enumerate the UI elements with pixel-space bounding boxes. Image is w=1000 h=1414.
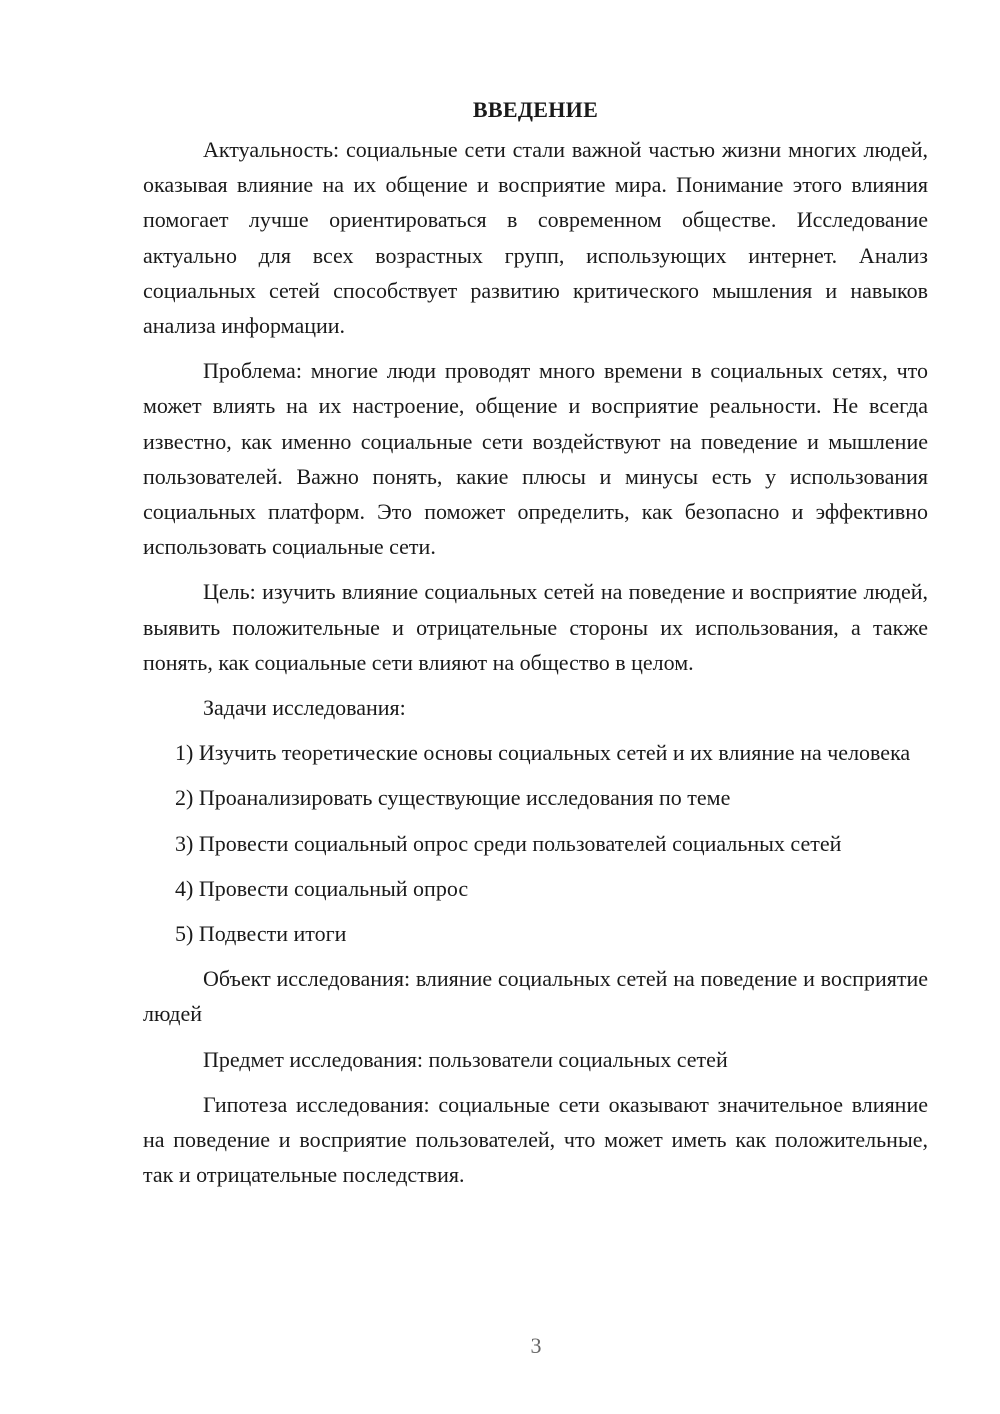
paragraph-problem: Проблема: многие люди проводят много времени в социальных сетях, что может влиять на их настроение, общение и восприятие реальности. Не всегда известно, как именно социальные сети воздействуют на поведение и мышление пользователей. Важно понять, какие плюсы и минусы есть у использования социальных платформ. Это поможет определить, как безопасно и эффективно использовать социальные сети.: [143, 358, 928, 560]
page-title: ВВЕДЕНИЕ: [472, 97, 599, 122]
task-item-3: 3) Провести социальный опрос среди пользователей социальных сетей: [175, 830, 842, 856]
task-item-2: 2) Проанализировать существующие исследования по теме: [175, 785, 731, 811]
task-item-1: 1) Изучить теоретические основы социальных сетей и их влияние на человека: [175, 740, 911, 766]
paragraph-relevance: Актуальность: социальные сети стали важной частью жизни многих людей, оказывая влияние на их общение и восприятие мира. Понимание этого влияния помогает лучше ориентироваться в современном обществе. Исследование актуально для всех возрастных групп, использующих интернет. Анализ социальных сетей способствует развитию критического мышления и навыков анализа информации.: [143, 137, 928, 339]
task-item-4: 4) Провести социальный опрос: [175, 875, 469, 901]
task-item-5: 5) Подвести итоги: [175, 921, 347, 947]
paragraph-subject: Предмет исследования: пользователи социальных сетей: [203, 1046, 728, 1072]
paragraph-object: Объект исследования: влияние социальных сетей на поведение и восприятие людей: [143, 966, 928, 1027]
document-page: [143, 92, 928, 1202]
paragraph-hypothesis: Гипотеза исследования: социальные сети оказывают значительное влияние на поведение и восприятие пользователей, что может иметь как положительные, так и отрицательные последствия.: [143, 1091, 928, 1188]
paragraph-goal: Цель: изучить влияние социальных сетей на поведение и восприятие людей, выявить положительные и отрицательные стороны их использования, а также понять, как социальные сети влияют на общество в целом.: [143, 579, 928, 675]
page-number: 3: [530, 1333, 542, 1358]
paragraph-tasks-heading: Задачи исследования:: [203, 695, 406, 721]
